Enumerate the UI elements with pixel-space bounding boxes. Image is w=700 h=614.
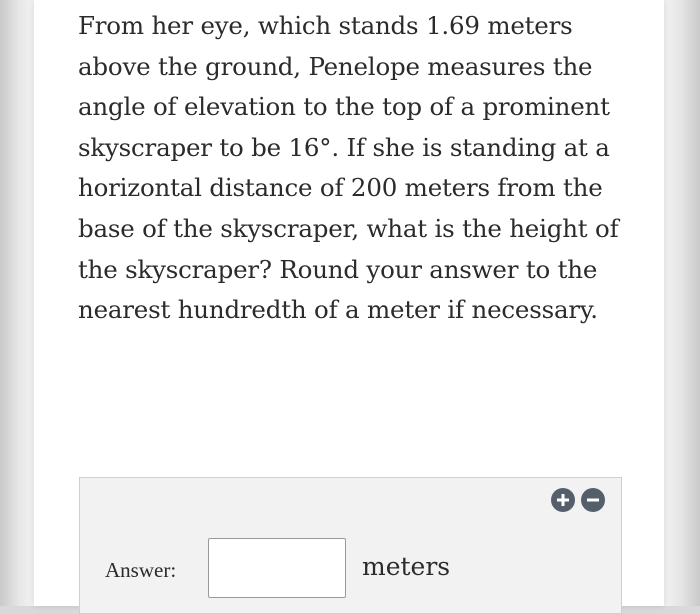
right-edge-shadow — [664, 0, 700, 606]
question-card — [34, 0, 664, 606]
left-edge-shadow — [0, 0, 34, 606]
minus-circle-icon[interactable] — [581, 488, 605, 512]
answer-label: Answer: — [105, 558, 177, 582]
answer-input[interactable] — [208, 538, 346, 598]
question-text: From her eye, which stands 1.69 meters above the ground, Penelope measures the angle of elevation to the top of a prominent skyscraper to be 16°. If she is standing at a horizontal distance of 200 meters from the base of the skyscraper, what is the height of the skyscraper? Round your answer to the nearest hundredth of a meter if necessary. — [78, 11, 619, 325]
unit-label: meters — [362, 552, 451, 581]
answer-panel — [79, 477, 622, 614]
plus-circle-icon[interactable] — [551, 488, 575, 512]
